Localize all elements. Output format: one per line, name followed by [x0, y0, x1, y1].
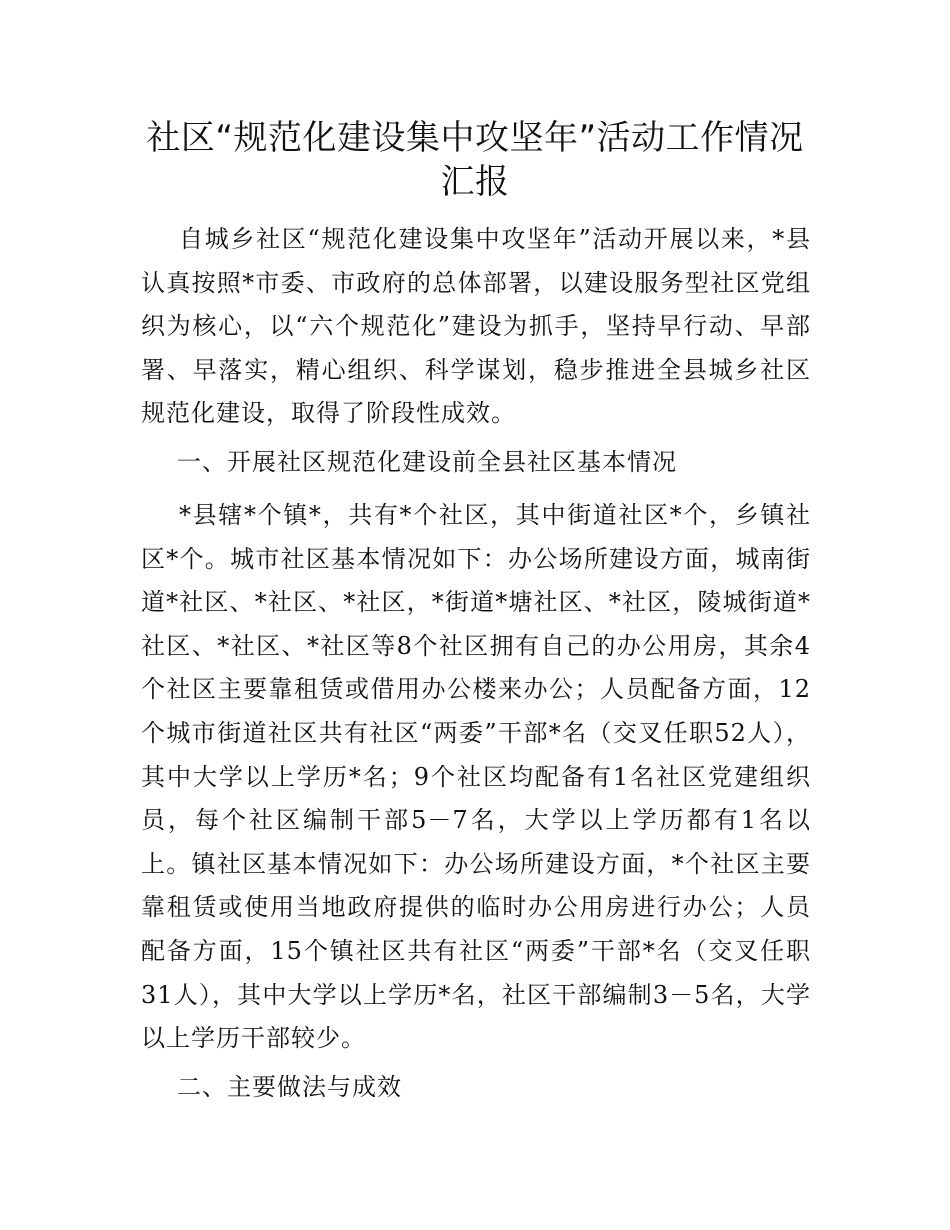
document-title-line-1: 社区“规范化建设集中攻坚年”活动工作情况 — [146, 118, 804, 158]
section-2-heading: 二、主要做法与成效 — [177, 1073, 402, 1101]
intro-paragraph: 自城乡社区“规范化建设集中攻坚年”活动开展以来，*县认真按照*市委、市政府的总体部署，以建设服务型社区党组织为核心，以“六个规范化”建设为抓手，坚持早行动、早部署、早落实，精心组织、科学谋划，稳步推进全县城乡社区规范化建设，取得了阶段性成效。 — [141, 225, 811, 428]
section-1-paragraph: *县辖*个镇*，共有*个社区，其中街道社区*个，乡镇社区*个。城市社区基本情况如下：办公场所建设方面，城南街道*社区、*社区、*社区，*街道*塘社区、*社区，陵城街道*社区、*社区、*社区等8个社区拥有自己的办公用房，其余4个社区主要靠租赁或借用办公楼来办公；人员配备方面，12个城市街道社区共有社区“两委”干部*名（交叉任职52人），其中大学以上学历*名；9个社区均配备有1名社区党建组织员，每个社区编制干部5－7名，大学以上学历都有1名以上。镇社区基本情况如下：办公场所建设方面，*个社区主要靠租赁或使用当地政府提供的临时办公用房进行办公；人员配备方面，15个镇社区共有社区“两委”干部*名（交叉任职31人），其中大学以上学历*名，社区干部编制3－5名，大学以上学历干部较少。 — [141, 501, 811, 1053]
document-title-line-2: 汇报 — [440, 162, 510, 202]
section-1-heading: 一、开展社区规范化建设前全县社区基本情况 — [177, 448, 677, 476]
